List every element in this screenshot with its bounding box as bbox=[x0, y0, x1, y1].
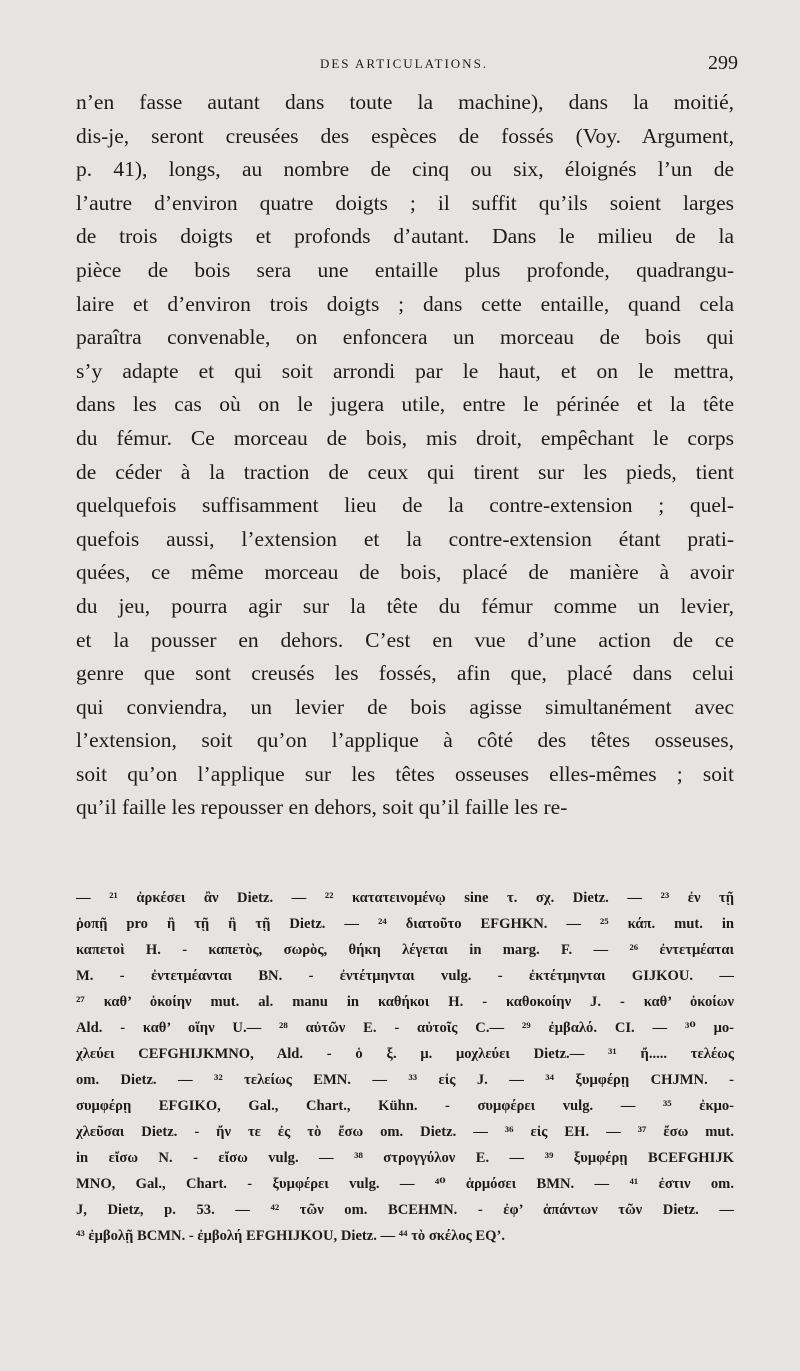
body-line: dans les cas où on le jugera utile, entre le périnée et la tête bbox=[76, 392, 734, 417]
footnote-line: M. - ἐντετμέανται BN. - ἐντέτμηνται vulg. - ἐκτέτμηνται GIJKOU. — bbox=[76, 968, 734, 984]
footnote-line: MNO, Gal., Chart. - ξυμφέρει vulg. — ⁴⁰ ἁρμόσει BMN. — ⁴¹ ἐστιν om. bbox=[76, 1176, 734, 1192]
footnote-line: — ²¹ ἀρκέσει ἂν Dietz. — ²² κατατεινομένῳ sine τ. σχ. Dietz. — ²³ ἐν τῇ bbox=[76, 890, 734, 906]
page-number: 299 bbox=[708, 52, 738, 74]
footnote-line: ²⁷ καθ’ ὁκοίην mut. al. manu in καθήκοι H. - καθοκοίην J. - καθ’ ὁκοίων bbox=[76, 994, 734, 1010]
body-line: qui conviendra, un levier de bois agisse simultanément avec bbox=[76, 694, 734, 719]
body-line: n’en fasse autant dans toute la machine), dans la moitié, bbox=[76, 90, 734, 114]
body-line: dis-je, seront creusées des espèces de fossés (Voy. Argument, bbox=[76, 123, 734, 148]
body-line: soit qu’on l’applique sur les têtes osseuses elles-mêmes ; soit bbox=[76, 761, 734, 786]
body-line: quefois aussi, l’extension et la contre-extension étant prati- bbox=[76, 526, 734, 551]
running-title: DES ARTICULATIONS. bbox=[319, 56, 489, 71]
body-line: s’y adapte et qui soit arrondi par le haut, et on le mettra, bbox=[76, 358, 734, 383]
footnote-line: in εἴσω N. - εἴσω vulg. — ³⁸ στρογγύλον E. — ³⁹ ξυμφέρῃ BCEFGHIJK bbox=[76, 1150, 734, 1166]
body-text bbox=[76, 86, 734, 825]
body-line: laire et d’environ trois doigts ; dans cette entaille, quand cela bbox=[76, 291, 734, 316]
footnotes bbox=[76, 885, 734, 1249]
footnote-line: ῥοπῇ pro ἢ τῇ ἢ τῇ Dietz. — ²⁴ διατοῦτο EFGHKN. — ²⁵ κάπ. mut. in bbox=[76, 916, 734, 932]
body-line: du fémur. Ce morceau de bois, mis droit, empêchant le corps bbox=[76, 425, 734, 450]
footnote-line: ⁴³ ἐμβολῇ BCMN. - ἐμβολή EFGHIJKOU, Dietz. — ⁴⁴ τὸ σκέλος EQ’. bbox=[76, 1228, 506, 1244]
body-line: et la pousser en dehors. C’est en vue d’une action de ce bbox=[76, 627, 734, 652]
footnote-line: καπετοὶ H. - καπετὸς, σωρὸς, θήκη λέγεται in marg. F. — ²⁶ ἐντετμέαται bbox=[76, 942, 734, 958]
body-line: pièce de bois sera une entaille plus profonde, quadrangu- bbox=[76, 257, 734, 282]
body-line: genre que sont creusés les fossés, afin que, placé dans celui bbox=[76, 661, 734, 686]
footnote-line: συμφέρῃ EFGIKO, Gal., Chart., Kühn. - συμφέρει vulg. — ³⁵ ἐκμο- bbox=[76, 1098, 734, 1114]
body-line: de céder à la traction de ceux qui tirent sur les pieds, tient bbox=[76, 459, 734, 484]
body-line: du jeu, pourra agir sur la tête du fémur comme un levier, bbox=[76, 593, 734, 618]
body-line: l’extension, soit qu’on l’applique à côté des têtes osseuses, bbox=[76, 728, 734, 753]
body-line: l’autre d’environ quatre doigts ; il suffit qu’ils soient larges bbox=[76, 190, 734, 215]
footnote-line: χλεῦσαι Dietz. - ἤν τε ἐς τὸ ἔσω om. Dietz. — ³⁶ εἰς EH. — ³⁷ ἔσω mut. bbox=[76, 1124, 734, 1140]
body-line: quelquefois suffisamment lieu de la contre-extension ; quel- bbox=[76, 493, 734, 518]
body-line: quées, ce même morceau de bois, placé de manière à avoir bbox=[76, 560, 734, 585]
page-header bbox=[70, 52, 738, 76]
footnote-line: χλεύει CEFGHIJKMNO, Ald. - ὁ ξ. μ. μοχλεύει Dietz.— ³¹ ἤ..... τελέως bbox=[76, 1046, 734, 1062]
body-line: paraîtra convenable, on enfoncera un morceau de bois qui bbox=[76, 325, 734, 350]
footnote-line: Ald. - καθ’ οἵην U.— ²⁸ αὐτῶν E. - αὐτοῖς C.— ²⁹ ἐμβαλό. CI. — ³⁰ μο- bbox=[76, 1020, 734, 1036]
body-line: qu’il faille les repousser en dehors, soit qu’il faille les re- bbox=[76, 795, 568, 820]
footnote-line: om. Dietz. — ³² τελείως EMN. — ³³ εἰς J. — ³⁴ ξυμφέρῃ CHJMN. - bbox=[76, 1072, 734, 1088]
footnote-line: J, Dietz, p. 53. — ⁴² τῶν om. BCEHMN. - ἐφ’ ἁπάντων τῶν Dietz. — bbox=[76, 1202, 734, 1218]
body-line: de trois doigts et profonds d’autant. Dans le milieu de la bbox=[76, 224, 734, 249]
body-line: p. 41), longs, au nombre de cinq ou six, éloignés l’un de bbox=[76, 157, 734, 182]
